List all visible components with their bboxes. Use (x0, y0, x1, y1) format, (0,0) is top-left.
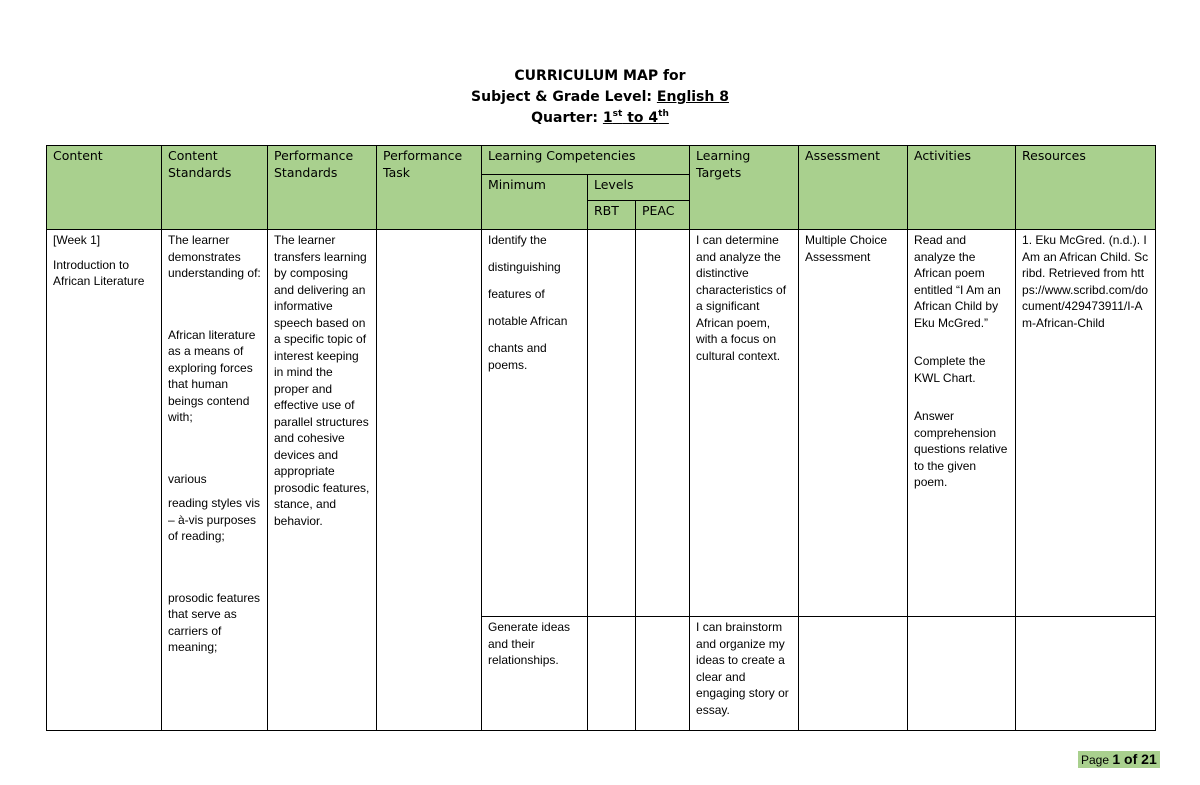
cell-content-standards (162, 230, 268, 731)
cell-resources-2 (1016, 617, 1156, 731)
cell-performance-standards: The learner transfers learning by composing and delivering an informative speech based on a specific topic of interest keeping in mind the proper and effective use of parallel structures and cohesive devices and appropriate prosodic features, stance, and behavior. (268, 230, 377, 731)
header-rbt: RBT (588, 201, 636, 230)
cell-competency-1 (482, 230, 588, 617)
cs-item-2a: various (168, 471, 207, 486)
header-learning-competencies: Learning Competencies (482, 146, 690, 175)
cs-intro: The learner demonstrates understanding of: (168, 233, 261, 280)
header-minimum: Minimum (482, 175, 588, 230)
header-performance-standards: Performance Standards (268, 146, 377, 230)
title-line-3 (0, 108, 1200, 129)
cell-activities-1 (908, 230, 1016, 617)
cell-target-1: I can determine and analyze the distinctive characteristics of a significant African poem, with a focus on cultural context. (690, 230, 799, 617)
cs-item-1: African literature as a means of exploring forces that human beings contend with; (168, 327, 256, 424)
header-content: Content (47, 146, 162, 230)
lc-line: Identify the (488, 233, 547, 247)
subject-label: Subject & Grade Level: (471, 89, 657, 105)
title-line-2 (0, 87, 1200, 108)
header-learning-targets: Learning Targets (690, 146, 799, 230)
activity-2: Complete the KWL Chart. (914, 354, 986, 385)
cs-item-3: prosodic features that serve as carriers of meaning; (168, 590, 261, 654)
header-performance-task: Performance Task (377, 146, 482, 230)
activity-3: Answer comprehension questions relative to the given poem. (914, 409, 1008, 489)
cell-target-2: I can brainstorm and organize my ideas to create a clear and engaging story or essay. (690, 617, 799, 731)
activity-1: Read and analyze the African poem entitled “I Am an African Child by Eku McGred.” (914, 233, 1001, 330)
subject-value: English 8 (656, 89, 729, 105)
cell-content (47, 230, 162, 731)
cell-assessment-2 (799, 617, 908, 731)
cell-assessment-1: Multiple Choice Assessment (799, 230, 908, 617)
topic-label: Introduction to African Literature (53, 257, 145, 288)
curriculum-map-table (46, 145, 1156, 731)
lc-line: notable African (488, 314, 568, 328)
cell-peac-1 (636, 230, 690, 617)
header-content-standards: Content Standards (162, 146, 268, 230)
quarter-label: Quarter: (531, 110, 603, 126)
quarter-value: 1st to 4th (602, 109, 669, 126)
cs-item-2b: reading styles vis – à-vis purposes of reading; (168, 496, 261, 543)
cell-peac-2 (636, 617, 690, 731)
cell-rbt-2 (588, 617, 636, 731)
header-peac: PEAC (636, 201, 690, 230)
header-activities: Activities (908, 146, 1016, 230)
cell-performance-task (377, 230, 482, 731)
header-resources: Resources (1016, 146, 1156, 230)
lc-line: chants and poems. (488, 341, 547, 372)
document-title (0, 66, 1200, 129)
header-levels: Levels (588, 175, 690, 201)
lc-line: features of (488, 287, 545, 301)
cell-activities-2 (908, 617, 1016, 731)
week-label: [Week 1] (53, 233, 101, 247)
lc-line: distinguishing (488, 260, 561, 274)
cell-resources-1: 1. Eku McGred. (n.d.). I Am an African Child. Scribd. Retrieved from https://www.scribd.com/document/429473911/I-Am-African-Child (1016, 230, 1156, 617)
cell-rbt-1 (588, 230, 636, 617)
header-assessment: Assessment (799, 146, 908, 230)
title-line-1: CURRICULUM MAP for (514, 68, 686, 84)
page-number: Page 1 of 21 (1078, 751, 1160, 768)
cell-competency-2: Generate ideas and their relationships. (482, 617, 588, 731)
